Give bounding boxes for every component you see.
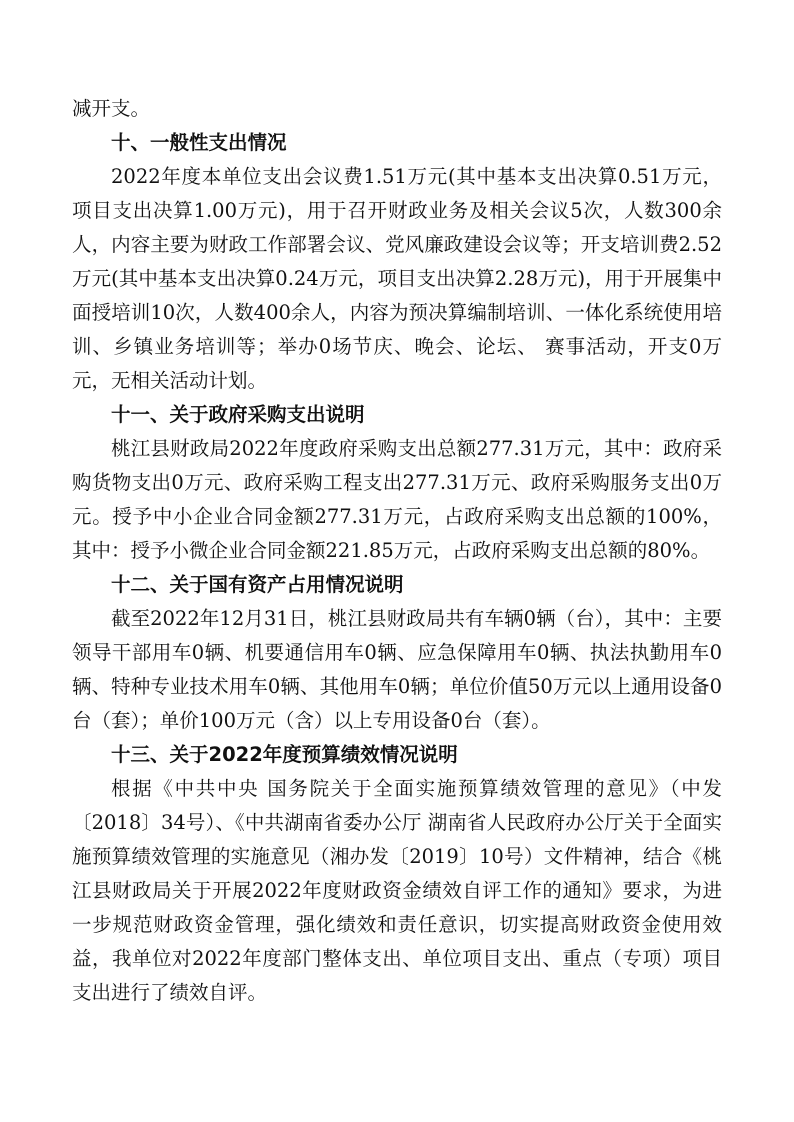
document-page	[72, 92, 722, 1010]
section-heading-13: 十三、关于2022年度预算绩效情况说明	[111, 743, 458, 766]
intro-fragment: 减开支。	[72, 97, 151, 120]
section-heading-10: 十、一般性支出情况	[111, 131, 287, 154]
section-10-paragraph: 2022年度本单位支出会议费1.51万元(其中基本支出决算0.51万元，项目支出决算1.00万元)，用于召开财政业务及相关会议5次，人数300余人，内容主要为财政工作部署会议、党风廉政建设会议等；开支培训费2.52万元(其中基本支出决算0.24万元，项目支出决算2.28万元)，用于开展集中面授培训10次，人数400余人，内容为预决算编制培训、一体化系统使用培训、乡镇业务培训等；举办0场节庆、晚会、论坛、 赛事活动，开支0万元，无相关活动计划。	[72, 165, 722, 392]
section-13-paragraph: 根据《中共中央 国务院关于全面实施预算绩效管理的意见》（中发〔2018〕34号）、《中共湖南省委办公厅 湖南省人民政府办公厅关于全面实施预算绩效管理的实施意见（湘办发〔2019〕10号）文件精神，结合《桃江县财政局关于开展2022年度财政资金绩效自评工作的通知》要求，为进一步规范财政资金管理，强化绩效和责任意识，切实提高财政资金使用效益，我单位对2022年度部门整体支出、单位项目支出、重点（专项）项目支出进行了绩效自评。	[72, 777, 722, 1004]
section-12-paragraph: 截至2022年12月31日，桃江县财政局共有车辆0辆（台），其中：主要领导干部用车0辆、机要通信用车0辆、应急保障用车0辆、执法执勤用车0辆、特种专业技术用车0辆、其他用车0辆；单位价值50万元以上通用设备0台（套）；单价100万元（含）以上专用设备0台（套）。	[72, 607, 722, 732]
section-heading-11: 十一、关于政府采购支出说明	[111, 403, 365, 426]
section-11-paragraph: 桃江县财政局2022年度政府采购支出总额277.31万元，其中：政府采购货物支出0万元、政府采购工程支出277.31万元、政府采购服务支出0万元。授予中小企业合同金额277.31万元，占政府采购支出总额的100%，其中：授予小微企业合同金额221.85万元，占政府采购支出总额的80%。	[72, 437, 722, 562]
section-heading-12: 十二、关于国有资产占用情况说明	[111, 573, 404, 596]
